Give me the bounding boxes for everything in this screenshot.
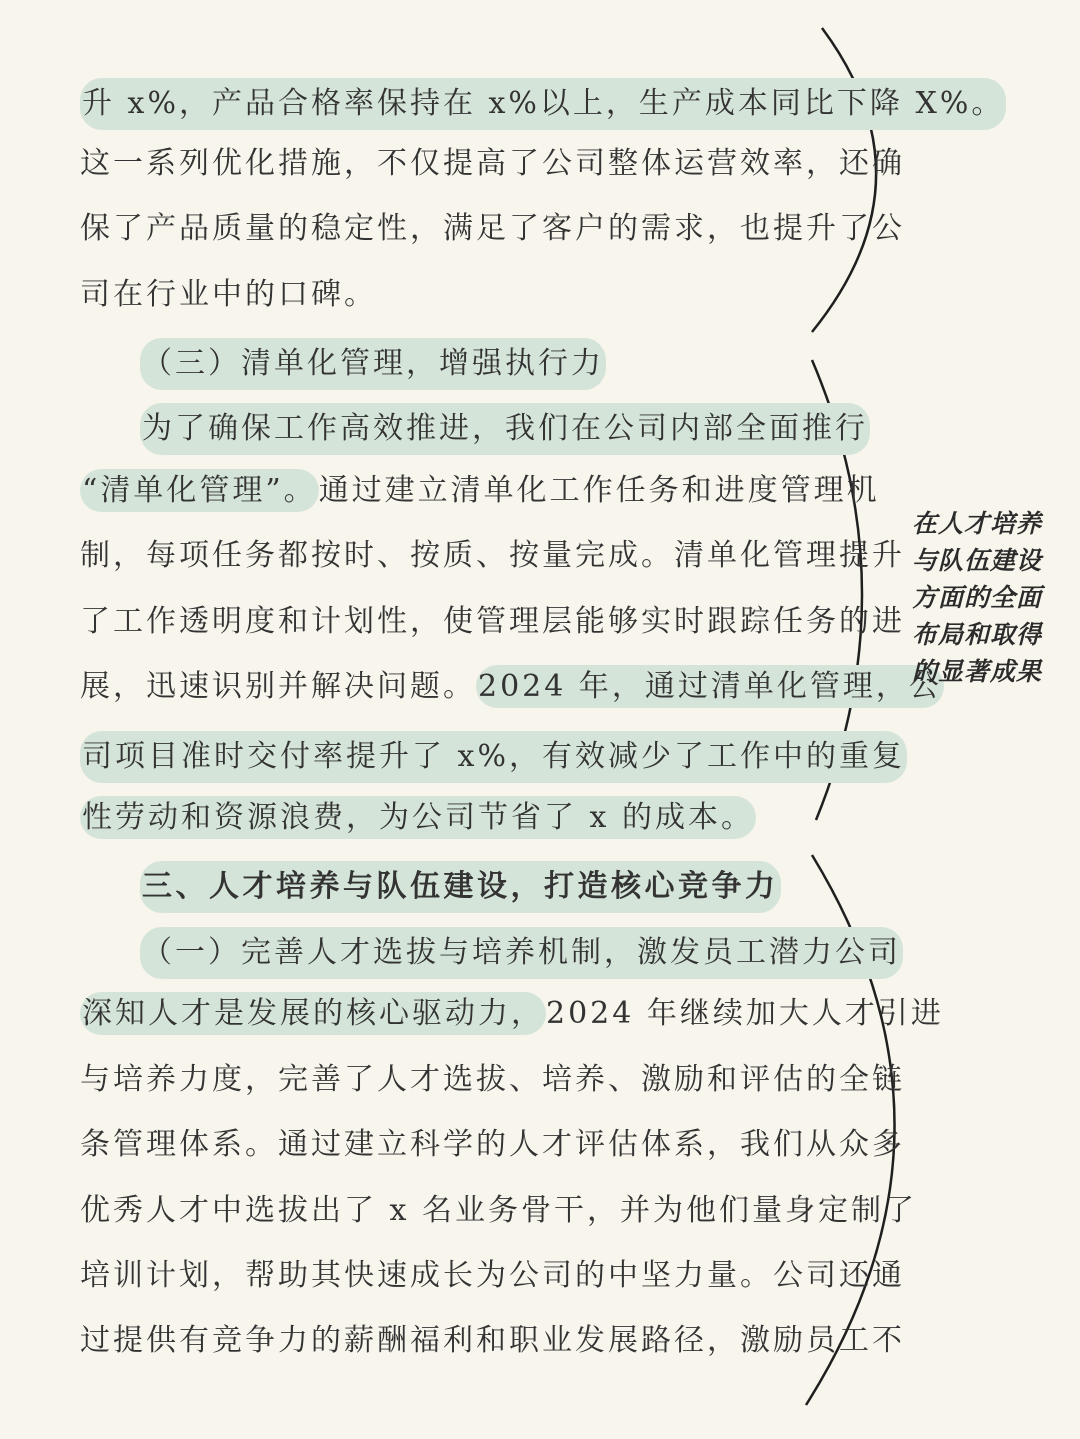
- highlight: 司项目准时交付率提升了 x%，有效减少了工作中的重复: [80, 731, 907, 783]
- section-3-3-line-1: [140, 403, 868, 447]
- highlight: 三、人才培养与队伍建设，打造核心竞争力: [140, 861, 781, 913]
- highlight: 为了确保工作高效推进，我们在公司内部全面推行: [140, 403, 870, 455]
- annotation-line: 方面的全面: [912, 583, 1043, 612]
- section-three-heading: [140, 861, 814, 905]
- section-3-3-heading: [140, 338, 814, 382]
- margin-annotation: [912, 505, 1072, 690]
- paragraph-1-line-1: [80, 78, 1005, 122]
- annotation-line: 的显著成果: [912, 657, 1043, 686]
- text: 2024 年继续加大人才引进: [546, 996, 944, 1031]
- annotation-line: 在人才培养: [912, 509, 1043, 538]
- section-3-3-line-7: [80, 796, 814, 840]
- highlight: 升 x%，产品合格率保持在 x%以上，生产成本同比下降 X%。: [80, 78, 1006, 130]
- section-3-3-line-3: 制，每项任务都按时、按质、按量完成。清单化管理提升: [80, 538, 905, 573]
- section-3-3-line-4: 了工作透明度和计划性，使管理层能够实时跟踪任务的进: [80, 604, 905, 639]
- text: 展，迅速识别并解决问题。: [80, 669, 476, 704]
- annotation-line: 与队伍建设: [912, 546, 1043, 575]
- paragraph-1-line-4: 司在行业中的口碑。: [80, 277, 377, 312]
- highlight: （三）清单化管理，增强执行力: [140, 338, 606, 390]
- annotation-line: 布局和取得: [912, 620, 1043, 649]
- section-three-line-7: 过提供有竞争力的薪酬福利和职业发展路径，激励员工不: [80, 1323, 905, 1358]
- section-three-line-3: 与培养力度，完善了人才选拔、培养、激励和评估的全链: [80, 1062, 905, 1097]
- text: 通过建立清单化工作任务和进度管理机: [318, 473, 880, 508]
- highlight: （一）完善人才选拔与培养机制，激发员工潜力公司: [140, 927, 903, 979]
- section-3-3-line-2: [80, 469, 880, 513]
- section-three-line-4: 条管理体系。通过建立科学的人才评估体系，我们从众多: [80, 1127, 905, 1162]
- section-3-3-line-6: [80, 731, 905, 775]
- section-three-line-5: 优秀人才中选拔出了 x 名业务骨干，并为他们量身定制了: [80, 1193, 917, 1228]
- highlight: “清单化管理”。: [80, 469, 319, 512]
- highlight: 性劳动和资源浪费，为公司节省了 x 的成本。: [80, 796, 756, 839]
- section-3-3-line-5: [80, 665, 942, 709]
- highlight: 深知人才是发展的核心驱动力，: [80, 992, 546, 1035]
- section-three-line-2: [80, 992, 944, 1036]
- highlight: 2024 年，通过清单化管理，公: [476, 665, 944, 708]
- section-three-line-6: 培训计划，帮助其快速成长为公司的中坚力量。公司还通: [80, 1258, 905, 1293]
- paragraph-1-line-2: 这一系列优化措施，不仅提高了公司整体运营效率，还确: [80, 146, 905, 181]
- section-three-subheading: [140, 927, 901, 971]
- paragraph-1-line-3: 保了产品质量的稳定性，满足了客户的需求，也提升了公: [80, 211, 905, 246]
